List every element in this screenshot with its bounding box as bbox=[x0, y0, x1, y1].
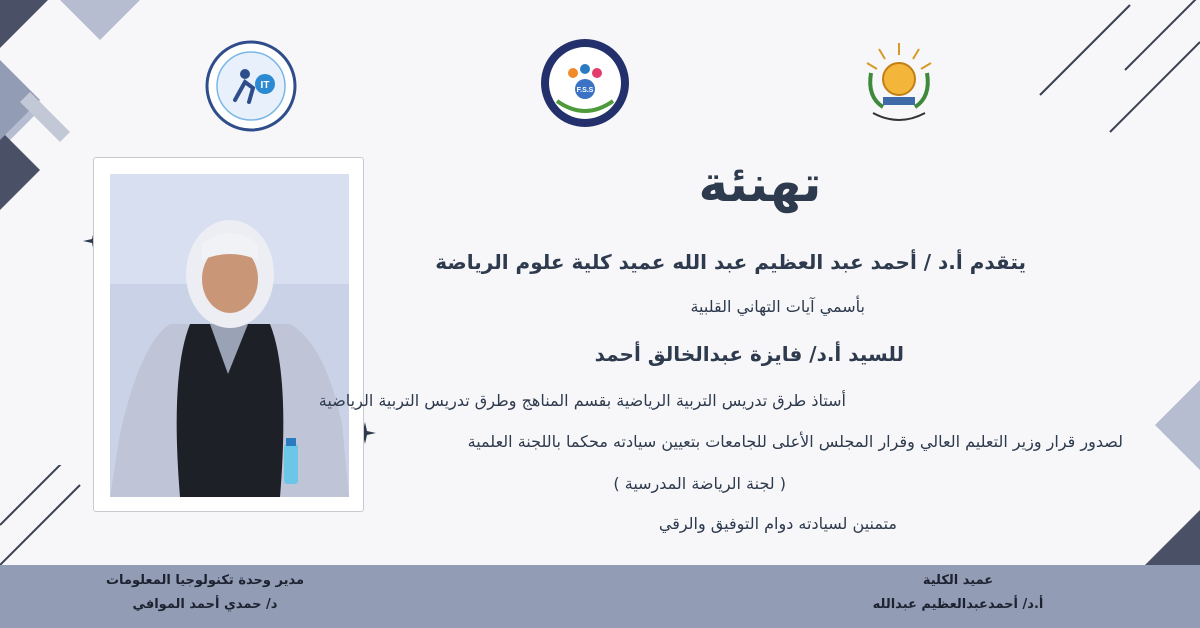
page-title: تهنئة bbox=[698, 155, 822, 213]
it-logo-label: IT bbox=[260, 80, 270, 91]
it-director-title: مدير وحدة تكنولوجيا المعلومات bbox=[105, 573, 305, 588]
portrait-photo bbox=[110, 174, 349, 497]
decor-bottom-left-lines bbox=[0, 465, 90, 565]
it-unit-logo bbox=[205, 40, 297, 132]
closing-line: متمنين لسيادته دوام التوفيق والرقي bbox=[658, 514, 897, 533]
it-director-name: د/ حمدي أحمد الموافي bbox=[132, 597, 278, 612]
decor-top-right-lines bbox=[1030, 0, 1200, 140]
honoree-position: أستاذ طرق تدريس التربية الرياضية بقسم المناهج وطرق تدريس التربية الرياضية bbox=[318, 391, 846, 410]
intro-line: يتقدم أ.د / أحمد عبد العظيم عبد الله عميد كلية علوم الرياضة bbox=[435, 250, 1026, 274]
faculty-sports-science-logo bbox=[539, 37, 631, 129]
occasion-line: لصدور قرار وزير التعليم العالي وقرار المجلس الأعلى للجامعات بتعيين سيادته محكما باللجنة العلمية bbox=[467, 432, 1123, 451]
decor-right-shapes bbox=[1100, 360, 1200, 565]
greeting-line: بأسمي آيات التهاني القلبية bbox=[690, 297, 865, 316]
honoree-name: للسيد أ.د/ فايزة عبدالخالق أحمد bbox=[594, 342, 904, 366]
photo-frame bbox=[93, 157, 364, 512]
mansoura-university-logo bbox=[853, 37, 945, 129]
dean-name: أ.د/ أحمدعبدالعظيم عبدالله bbox=[872, 597, 1044, 612]
fss-logo-label: F.S.S bbox=[576, 87, 594, 94]
dean-title: عميد الكلية bbox=[922, 573, 994, 588]
decor-left-bands bbox=[0, 40, 90, 160]
committee-line: ( لجنة الرياضة المدرسية ) bbox=[613, 474, 786, 493]
